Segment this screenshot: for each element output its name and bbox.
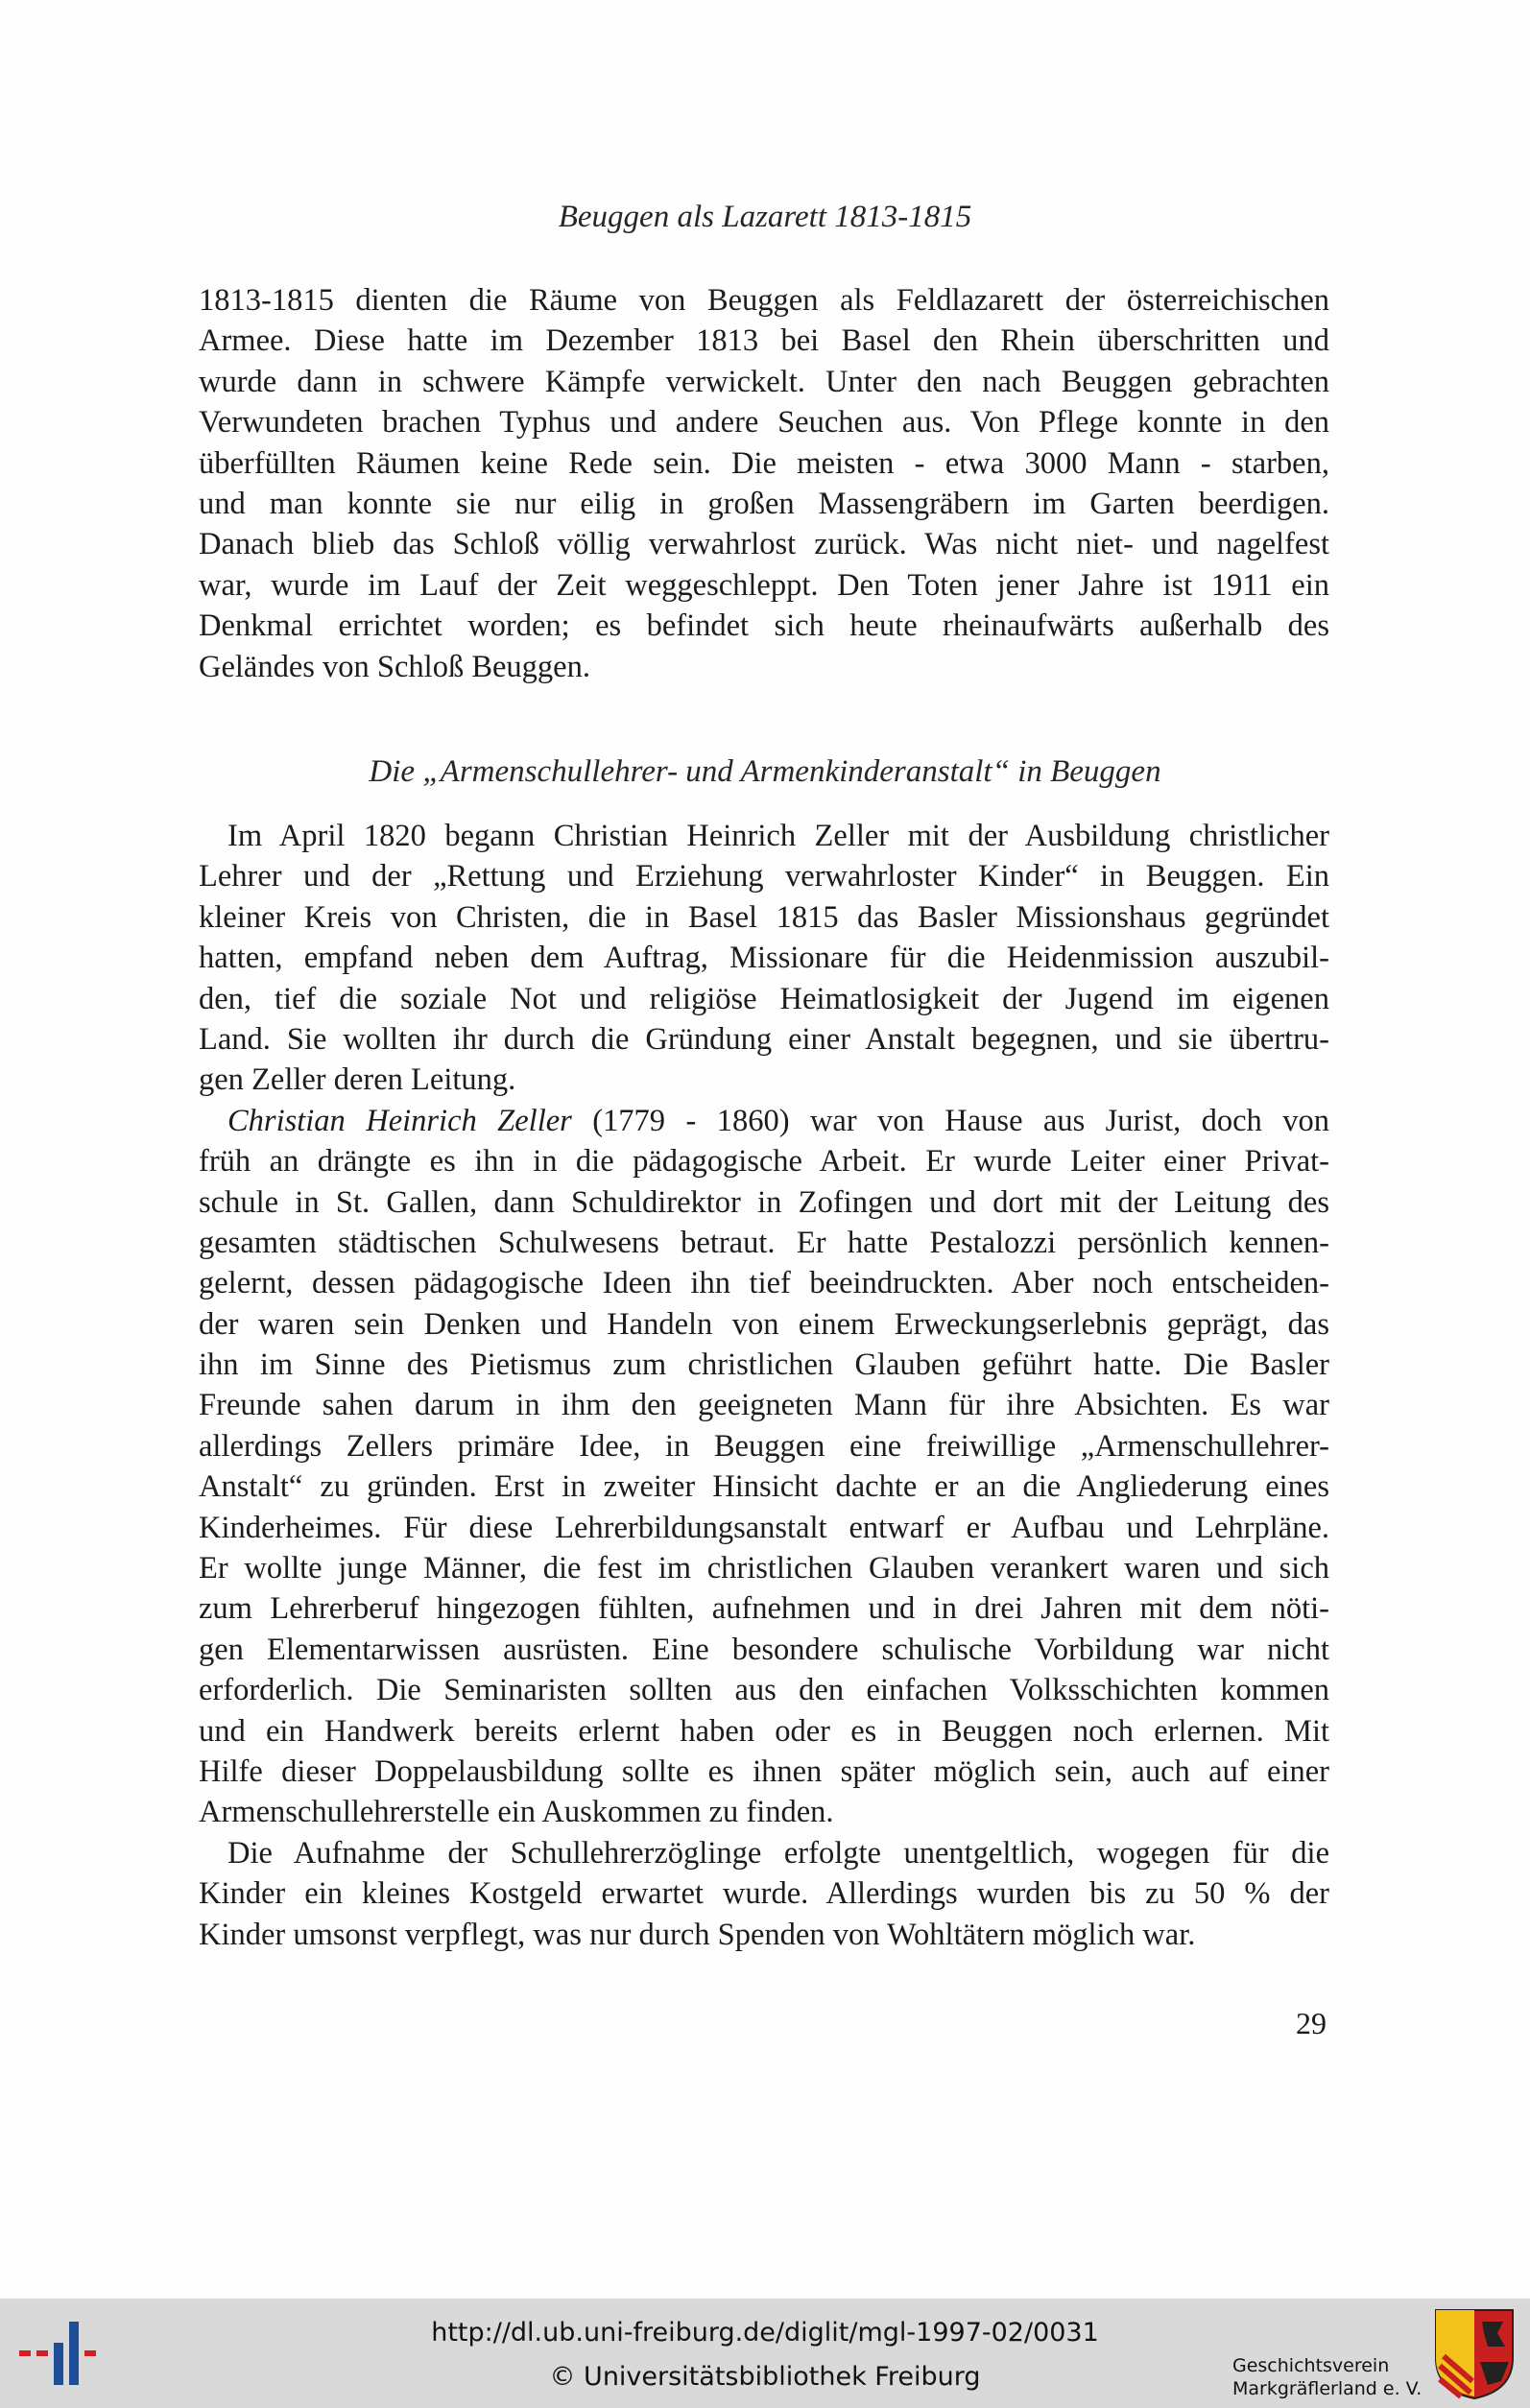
- text-line: Anstalt“ zu gründen. Erst in zweiter Hinsicht dachte er an die Angliederung eines: [199, 1469, 1329, 1505]
- text-line: Im April 1820 begann Christian Heinrich Zeller mit der Ausbildung christlicher: [227, 819, 1329, 853]
- text-line: und man konnte sie nur eilig in großen Massengräbern im Garten beerdigen.: [199, 486, 1329, 521]
- org-line-2: Markgräflerland e. V.: [1232, 2378, 1422, 2399]
- organization-name: [1232, 2354, 1422, 2400]
- text-line: Lehrer und der „Rettung und Erziehung verwahrloster Kinder“ in Beuggen. Ein: [199, 859, 1329, 894]
- page-number: 29: [1296, 2006, 1327, 2040]
- text-line: hatten, empfand neben dem Auftrag, Missionare für die Heidenmission auszubil-: [199, 941, 1329, 976]
- text-line: Land. Sie wollten ihr durch die Gründung einer Anstalt begegnen, und sie übertru-: [199, 1021, 1329, 1057]
- text-line: gen Zeller deren Leitung.: [199, 1062, 516, 1098]
- org-line-1: Geschichtsverein: [1232, 2355, 1390, 2376]
- text-line: erforderlich. Die Seminaristen sollten aus den einfachen Volksschichten kommen: [199, 1673, 1329, 1708]
- paragraph-lazarett: [199, 280, 1329, 687]
- text-line: Kinder ein kleines Kostgeld erwartet wurde. Allerdings wurden bis zu 50 % der: [199, 1876, 1329, 1912]
- text-line: überfüllten Räumen keine Rede sein. Die meisten - etwa 3000 Mann - starben,: [199, 445, 1329, 481]
- source-url-link[interactable]: http://dl.ub.uni-freiburg.de/diglit/mgl-1997-02/0031: [431, 2318, 1099, 2348]
- text-line: kleiner Kreis von Christen, die in Basel 1815 das Basler Missionshaus gegründet: [199, 899, 1329, 935]
- text-line: Verwundeten brachen Typhus und andere Seuchen aus. Von Pflege konnte in den: [199, 405, 1329, 441]
- text-line: Armee. Diese hatte im Dezember 1813 bei Basel den Rhein überschritten und: [199, 323, 1329, 359]
- section-heading-lazarett: Beuggen als Lazarett 1813-1815: [558, 200, 972, 234]
- text-line: Danach blieb das Schloß völlig verwahrlost zurück. Was nicht niet- und nagelfest: [199, 527, 1329, 562]
- person-name: Christian Heinrich Zeller: [227, 1103, 572, 1138]
- text-line: Er wollte junge Männer, die fest im christlichen Glauben verankert waren und sich: [199, 1551, 1329, 1586]
- text-line: Geländes von Schloß Beuggen.: [199, 649, 590, 684]
- text-line: zum Lehrerberuf hingezogen fühlten, aufnehmen und in drei Jahren mit dem nöti-: [199, 1591, 1329, 1627]
- coat-of-arms-icon: [1434, 2308, 1515, 2400]
- text-line: gesamten städtischen Schulwesens betraut. Er hatte Pestalozzi persönlich kennen-: [199, 1225, 1329, 1260]
- text-line: schule in St. Gallen, dann Schuldirektor in Zofingen und dort mit der Leitung des: [199, 1184, 1329, 1220]
- text-line: ihn im Sinne des Pietismus zum christlichen Glauben geführt hatte. Die Basler: [199, 1347, 1329, 1383]
- text-line: Freunde sahen darum in ihm den geeigneten Mann für ihre Absichten. Es war: [199, 1388, 1329, 1423]
- body-text-anstalt: [199, 816, 1329, 1955]
- text-line: der waren sein Denken und Handeln von einem Erweckungserlebnis geprägt, das: [199, 1306, 1329, 1342]
- text-line: Kinder umsonst verpflegt, was nur durch Spenden von Wohltätern möglich war.: [199, 1917, 1196, 1952]
- text-line: gen Elementarwissen ausrüsten. Eine besondere schulische Vorbildung war nicht: [199, 1632, 1329, 1667]
- text-line: allerdings Zellers primäre Idee, in Beuggen eine freiwillige „Armenschullehrer-: [199, 1428, 1329, 1464]
- text-line: Armenschullehrerstelle ein Auskommen zu finden.: [199, 1795, 834, 1830]
- text-line: Denkmal errichtet worden; es befindet sich heute rheinaufwärts außerhalb des: [199, 608, 1329, 644]
- section-heading-anstalt: Die „Armenschullehrer- und Armenkinderanstalt“ in Beuggen: [369, 754, 1161, 789]
- text-line: 1813-1815 dienten die Räume von Beuggen als Feldlazarett der österreichischen: [199, 283, 1329, 318]
- text-line: wurde dann in schwere Kämpfe verwickelt. Unter den nach Beuggen gebrachten: [199, 364, 1329, 399]
- text-line: und ein Handwerk bereits erlernt haben oder es in Beuggen noch erlernen. Mit: [199, 1713, 1329, 1749]
- text-line: war, wurde im Lauf der Zeit weggeschleppt. Den Toten jener Jahre ist 1911 ein: [199, 567, 1329, 603]
- text-line: den, tief die soziale Not und religiöse Heimatlosigkeit der Jugend im eigenen: [199, 981, 1329, 1016]
- text-line: Die Aufnahme der Schullehrerzöglinge erfolgte unentgeltlich, wogegen für die: [227, 1835, 1329, 1871]
- footer-bar: [0, 2299, 1530, 2408]
- text-segment: (1779 - 1860) war von Hause aus Jurist, doch von: [571, 1103, 1329, 1138]
- text-line: gelernt, dessen pädagogische Ideen ihn tief beeindruckten. Aber noch entscheiden-: [199, 1266, 1329, 1301]
- text-line: Hilfe dieser Doppelausbildung sollte es ihnen später möglich sein, auch auf einer: [199, 1753, 1329, 1789]
- text-line: [199, 1101, 1329, 1141]
- text-line: früh an drängte es ihn in die pädagogische Arbeit. Er wurde Leiter einer Privat-: [199, 1144, 1329, 1180]
- text-line: Kinderheimes. Für diese Lehrerbildungsanstalt entwarf er Aufbau und Lehrpläne.: [199, 1510, 1329, 1545]
- copyright-text: © Universitätsbibliothek Freiburg: [549, 2362, 981, 2392]
